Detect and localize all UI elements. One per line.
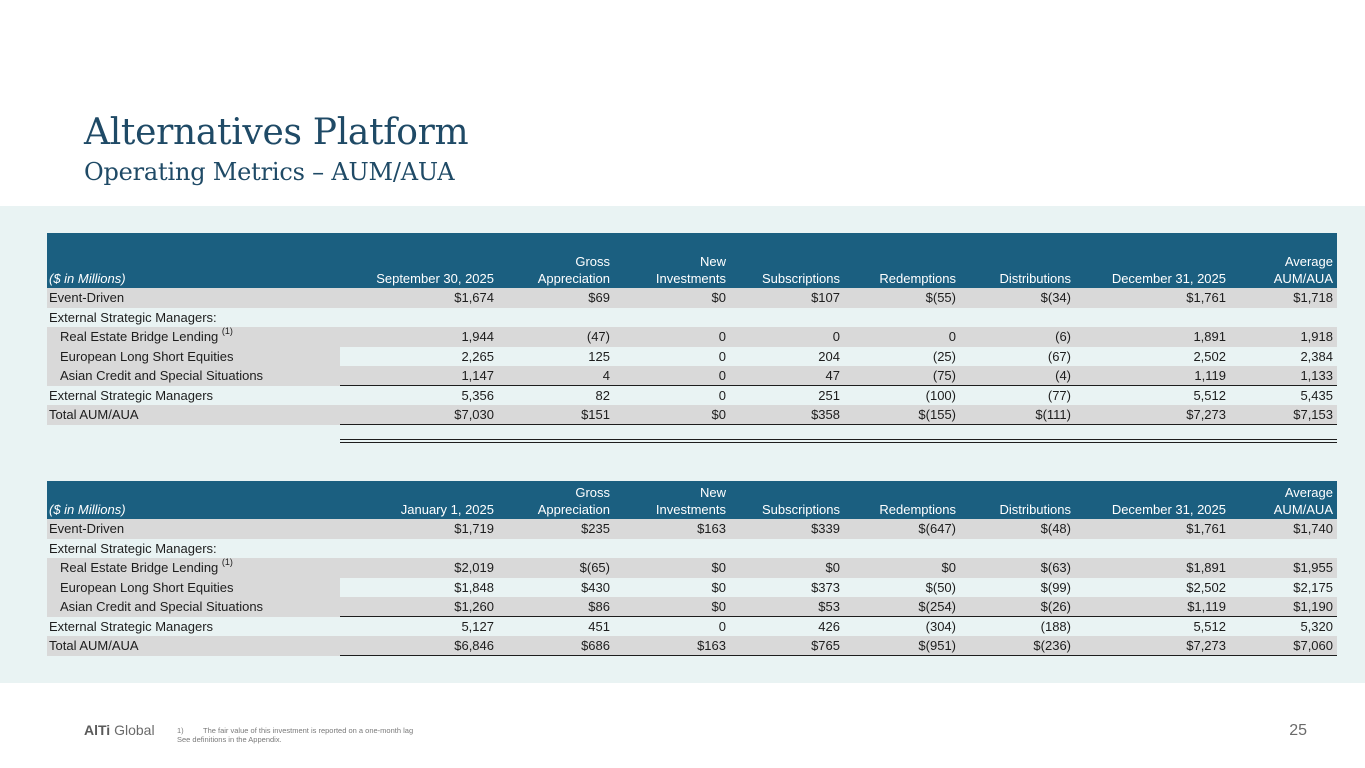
table-cell: 2,502 [1193,348,1226,364]
table-row [47,347,1337,367]
column-header: Distributions [960,233,1075,288]
table-cell [614,308,730,328]
table-cell: (47) [498,327,614,347]
table-cell: 5,435 [1300,388,1333,403]
column-header: December 31, 2025 [1075,233,1230,288]
column-header: New Investments [614,233,730,288]
row-label: Asian Credit and Special Situations [47,366,340,386]
column-header: Subscriptions [730,233,844,288]
table-cell: $235 [498,519,614,539]
aum-rollforward-year-table [47,481,1337,656]
column-header: New Investments [614,481,730,519]
table-cell: $1,260 [340,597,498,617]
table-cell [730,308,844,328]
column-header: September 30, 2025 [340,233,498,288]
table-cell [1075,539,1230,559]
table-cell [340,539,498,559]
table-cell [498,539,614,559]
row-label: European Long Short Equities [47,347,340,367]
table-row [47,597,1337,617]
table-row [47,519,1337,539]
table-cell [844,308,960,328]
table-cell: $7,060 [1230,636,1337,656]
table-cell: $(26) [960,597,1075,617]
units-header: ($ in Millions) [47,233,340,288]
table-cell: 82 [595,388,610,403]
table-cell: $(111) [960,405,1075,425]
table-row [47,636,1337,656]
table-cell: 2,265 [461,348,494,364]
table-cell [1230,308,1337,328]
table-cell: $1,740 [1230,519,1337,539]
table-cell: $1,119 [1075,597,1230,617]
table-cell: $(99) [1040,579,1071,595]
row-label: Real Estate Bridge Lending $^{(1)}$ [47,558,340,578]
table-cell: $(34) [960,288,1075,308]
table-cell: 47 [730,366,844,386]
table-cell: $(55) [844,288,960,308]
table-cell: $0 [730,558,844,578]
table-cell [844,539,960,559]
table-row [47,578,1337,598]
table-cell: $1,761 [1075,519,1230,539]
table-cell: $2,019 [340,558,498,578]
table-cell: $373 [811,579,840,595]
table-cell: 0 [844,327,960,347]
table-cell: $1,674 [340,288,498,308]
table-cell: 1,133 [1230,366,1337,386]
table-cell: $163 [614,519,730,539]
table-cell: 5,512 [1193,388,1226,403]
table-row [47,617,1337,637]
table-row [47,539,1337,559]
table-cell [498,308,614,328]
table-cell: $86 [498,597,614,617]
table-cell: 451 [588,619,610,634]
table-cell: $7,030 [340,405,498,425]
table-cell: $69 [498,288,614,308]
footnote-marker: (1) [221,557,233,568]
table-cell: $1,891 [1075,558,1230,578]
table-row [47,366,1337,386]
table-cell: $(254) [844,597,960,617]
table-row [47,558,1337,578]
table-row [47,405,1337,425]
table-cell: $765 [730,636,844,656]
table-cell: (77) [1047,388,1071,403]
table-cell: $0 [711,579,726,595]
table-cell: 204 [818,348,840,364]
table-cell: $1,718 [1230,288,1337,308]
footnote: 1) The fair value of this investment is reported on a one-month lag See definitions in the Appendix. [177,726,414,744]
table-cell: 0 [718,348,726,364]
table-cell: 0 [614,327,730,347]
table-cell: 0 [614,366,730,386]
table-cell: (4) [960,366,1075,386]
table-cell: $(63) [960,558,1075,578]
aum-rollforward-quarter-table [47,233,1337,425]
table-cell: 5,356 [461,388,494,403]
table-cell: $1,190 [1230,597,1337,617]
table-cell: $0 [844,558,960,578]
row-label: Asian Credit and Special Situations [47,597,340,617]
row-label: Total AUM/AUA [47,636,340,656]
table-cell: $0 [614,558,730,578]
table-cell: $1,719 [340,519,498,539]
table-cell: 1,119 [1075,366,1230,386]
table-cell: (75) [844,366,960,386]
table-cell: $(48) [960,519,1075,539]
row-label: External Strategic Managers: [49,309,217,325]
table-cell: $358 [730,405,844,425]
table-row [47,308,1337,328]
table-cell: (25) [932,348,956,364]
footnote-marker: (1) [221,326,233,337]
column-header: Gross Appreciation [498,233,614,288]
table-cell [1075,308,1230,328]
column-header: Average AUM/AUA [1230,233,1337,288]
table-cell: $(50) [925,579,956,595]
table-cell: (304) [925,619,956,634]
table-cell: $1,848 [454,579,494,595]
table-row [47,327,1337,347]
table-cell: 0 [730,327,844,347]
column-header: Redemptions [844,233,960,288]
table-cell: (188) [1040,619,1071,634]
table-cell: $1,761 [1075,288,1230,308]
table-cell: $1,955 [1230,558,1337,578]
table-cell: $339 [730,519,844,539]
table-row [47,386,1337,406]
row-label: External Strategic Managers: [49,540,217,556]
page-title: Alternatives Platform [84,112,469,153]
table-cell: $163 [614,636,730,656]
row-label: External Strategic Managers [49,387,214,403]
column-header: Average AUM/AUA [1230,481,1337,519]
table-cell: $7,273 [1075,636,1230,656]
table-cell: $(647) [844,519,960,539]
table-cell: 1,918 [1230,327,1337,347]
table-cell: $0 [614,597,730,617]
table-cell: $7,153 [1230,405,1337,425]
table-cell [730,539,844,559]
table-row [47,288,1337,308]
table-cell: 0 [718,619,726,634]
row-label: Event-Driven [47,288,340,308]
table-cell: 125 [588,348,610,364]
table-cell: (6) [960,327,1075,347]
table-cell: (67) [1047,348,1071,364]
page-subtitle: Operating Metrics – AUM/AUA [84,158,455,186]
table-cell: $686 [498,636,614,656]
row-label: Event-Driven [47,519,340,539]
page-number: 25 [1289,722,1307,739]
table-cell: $(951) [844,636,960,656]
table-cell: $2,175 [1293,579,1333,595]
table-cell [1230,539,1337,559]
table-cell: 1,891 [1075,327,1230,347]
row-label: Real Estate Bridge Lending $^{(1)}$ [47,327,340,347]
table-cell: 5,512 [1193,619,1226,634]
table-cell: $0 [614,405,730,425]
table-cell [340,308,498,328]
table-cell: 5,320 [1300,619,1333,634]
table-cell: $(65) [498,558,614,578]
table-cell: 4 [498,366,614,386]
table-cell: 1,944 [340,327,498,347]
table-cell: $0 [614,288,730,308]
row-label: Total AUM/AUA [47,405,340,425]
double-rule-divider [340,439,1337,443]
table-cell: $151 [498,405,614,425]
row-label: European Long Short Equities [47,578,340,598]
table-cell: $(155) [844,405,960,425]
table-cell: 1,147 [340,366,498,386]
table-cell: 251 [818,388,840,403]
column-header: Gross Appreciation [498,481,614,519]
table-cell: (100) [925,388,956,403]
table-cell: $2,502 [1186,579,1226,595]
table-cell [960,539,1075,559]
table-cell: $(236) [960,636,1075,656]
table-cell: 2,384 [1300,348,1333,364]
column-header: Distributions [960,481,1075,519]
column-header: January 1, 2025 [340,481,498,519]
table-cell: $107 [730,288,844,308]
table-cell: 426 [818,619,840,634]
table-cell: $6,846 [340,636,498,656]
column-header: December 31, 2025 [1075,481,1230,519]
table-cell: 0 [718,388,726,403]
table-cell: 5,127 [461,619,494,634]
alti-global-logo: AlTi Global [84,722,155,738]
units-header: ($ in Millions) [47,481,340,519]
table-cell: $53 [730,597,844,617]
row-label: External Strategic Managers [49,618,214,634]
table-cell: $430 [581,579,610,595]
column-header: Redemptions [844,481,960,519]
table-cell [960,308,1075,328]
table-cell [614,539,730,559]
column-header: Subscriptions [730,481,844,519]
table-cell: $7,273 [1075,405,1230,425]
